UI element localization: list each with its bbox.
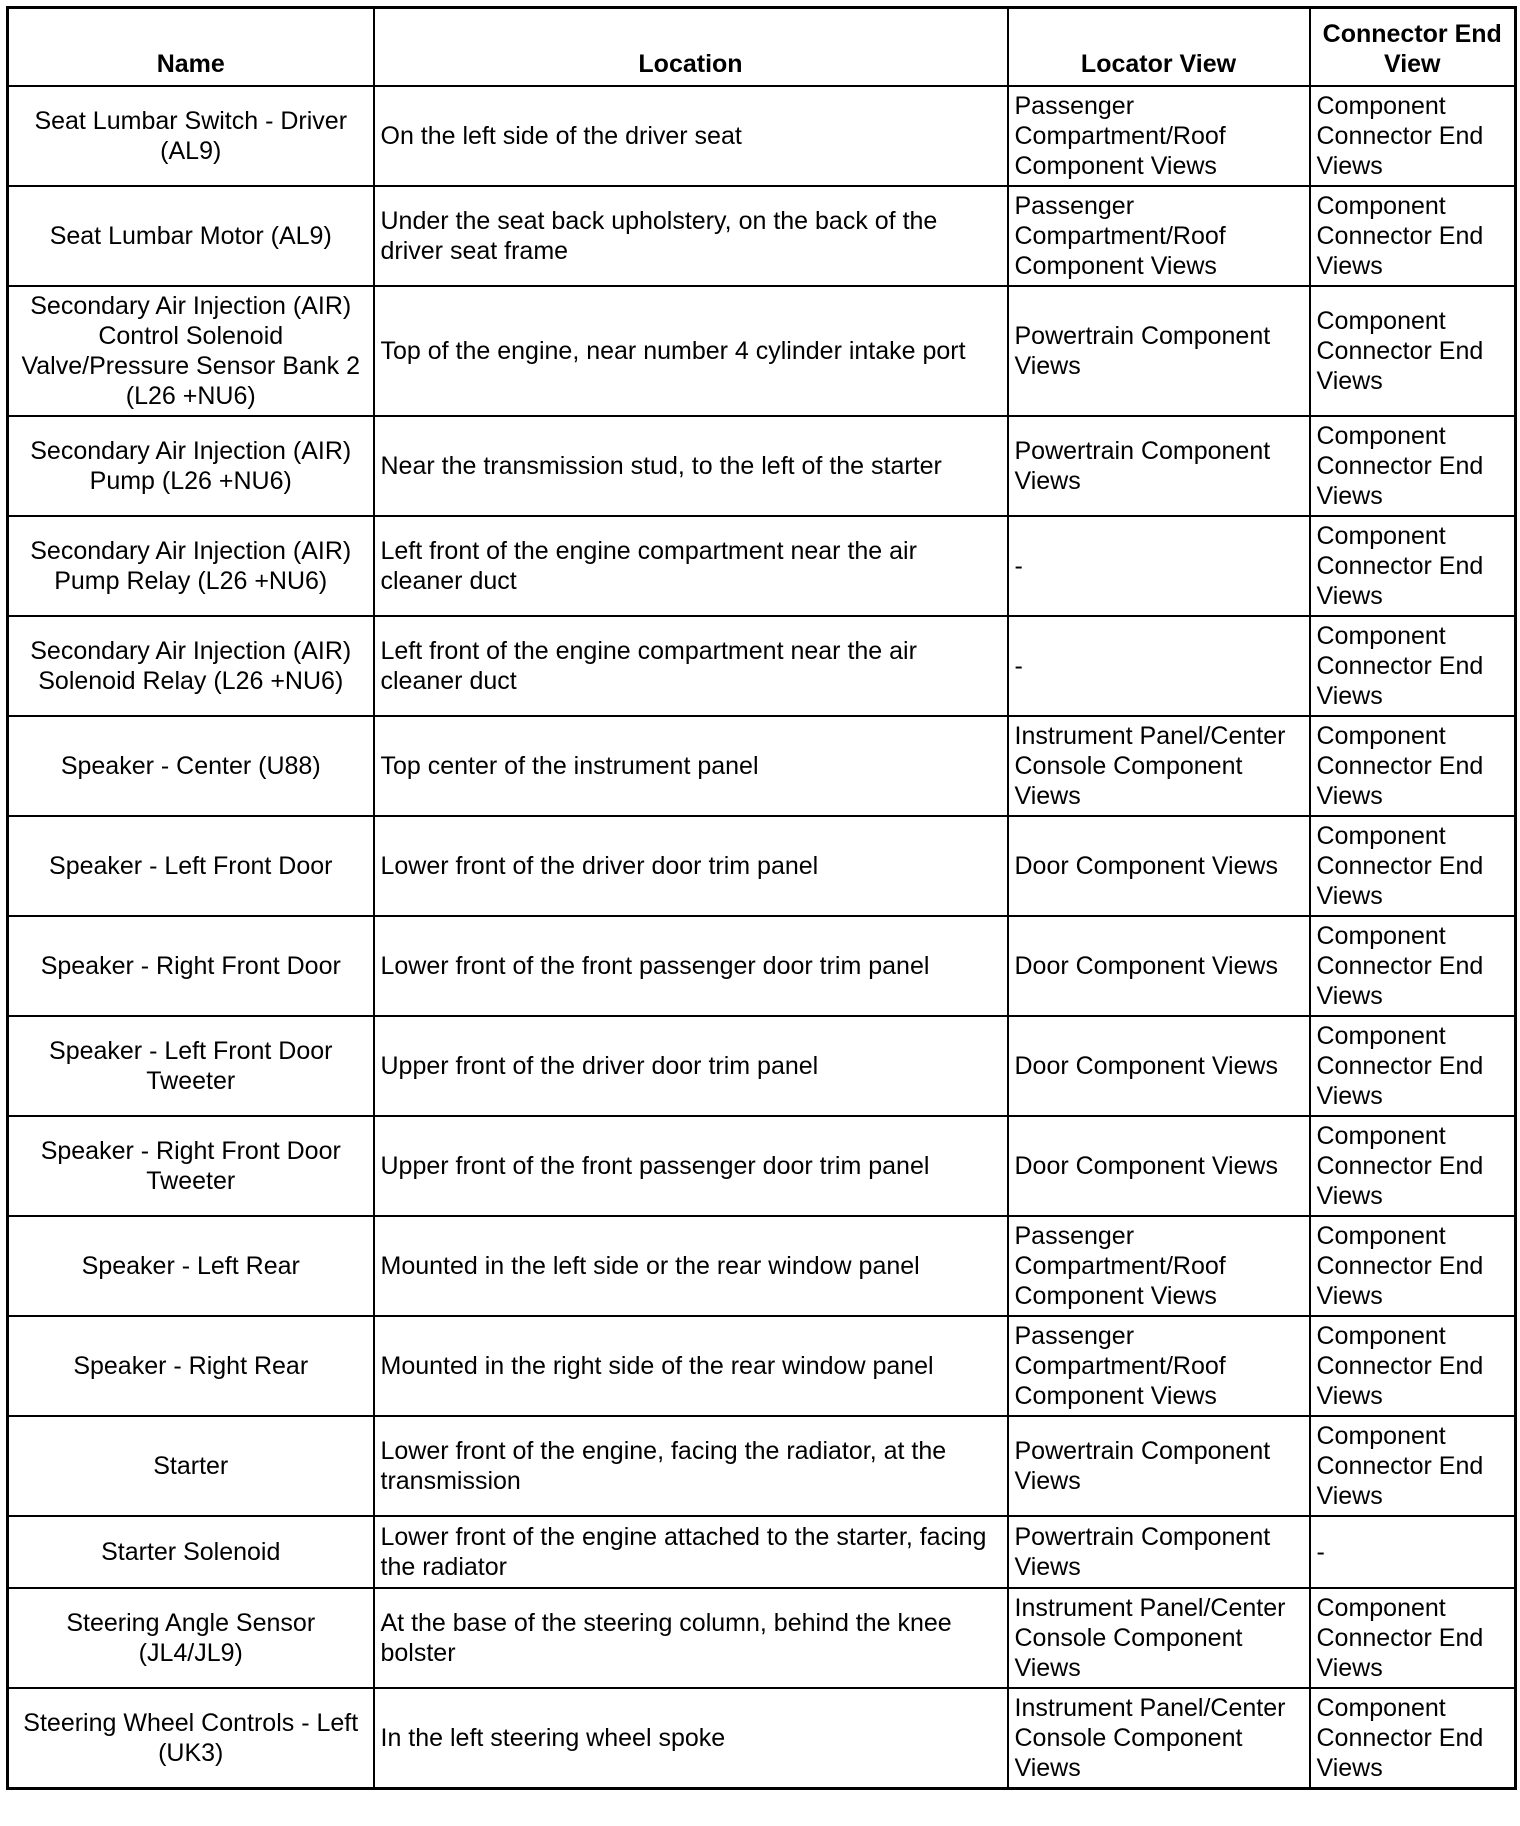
cell-location: Upper front of the front passenger door trim panel — [374, 1116, 1008, 1216]
cell-connector-end-view: Component Connector End Views — [1310, 916, 1516, 1016]
cell-locator-view: Door Component Views — [1008, 1116, 1310, 1216]
cell-name: Secondary Air Injection (AIR) Pump (L26 +NU6) — [8, 416, 374, 516]
table-row — [8, 1588, 1516, 1688]
cell-connector-end-view: Component Connector End Views — [1310, 1116, 1516, 1216]
cell-connector-end-view: Component Connector End Views — [1310, 1688, 1516, 1789]
table-row — [8, 286, 1516, 416]
cell-locator-view: Passenger Compartment/Roof Component Views — [1008, 1316, 1310, 1416]
table-row — [8, 816, 1516, 916]
table-row — [8, 1116, 1516, 1216]
table-row — [8, 86, 1516, 186]
cell-connector-end-view: Component Connector End Views — [1310, 286, 1516, 416]
table-header-row — [8, 8, 1516, 87]
cell-name: Steering Wheel Controls - Left (UK3) — [8, 1688, 374, 1789]
cell-locator-view: Instrument Panel/Center Console Component Views — [1008, 716, 1310, 816]
cell-name: Secondary Air Injection (AIR) Control Solenoid Valve/Pressure Sensor Bank 2 (L26 +NU6) — [8, 286, 374, 416]
cell-connector-end-view: Component Connector End Views — [1310, 1416, 1516, 1516]
cell-name: Secondary Air Injection (AIR) Pump Relay (L26 +NU6) — [8, 516, 374, 616]
cell-locator-view: Door Component Views — [1008, 916, 1310, 1016]
cell-locator-view: Passenger Compartment/Roof Component Views — [1008, 1216, 1310, 1316]
cell-location: Lower front of the driver door trim panel — [374, 816, 1008, 916]
cell-locator-view: Powertrain Component Views — [1008, 416, 1310, 516]
cell-location: In the left steering wheel spoke — [374, 1688, 1008, 1789]
header-locator-view: Locator View — [1008, 8, 1310, 87]
cell-locator-view: Passenger Compartment/Roof Component Views — [1008, 86, 1310, 186]
header-name: Name — [8, 8, 374, 87]
header-location: Location — [374, 8, 1008, 87]
cell-connector-end-view: Component Connector End Views — [1310, 716, 1516, 816]
cell-name: Secondary Air Injection (AIR) Solenoid Relay (L26 +NU6) — [8, 616, 374, 716]
cell-locator-view: Instrument Panel/Center Console Component Views — [1008, 1588, 1310, 1688]
component-locator-table — [6, 6, 1517, 1790]
cell-locator-view: Powertrain Component Views — [1008, 1416, 1310, 1516]
cell-connector-end-view: Component Connector End Views — [1310, 1016, 1516, 1116]
table-row — [8, 716, 1516, 816]
cell-connector-end-view: Component Connector End Views — [1310, 516, 1516, 616]
cell-connector-end-view: Component Connector End Views — [1310, 1316, 1516, 1416]
cell-name: Speaker - Right Rear — [8, 1316, 374, 1416]
table-row — [8, 1216, 1516, 1316]
cell-name: Speaker - Left Front Door — [8, 816, 374, 916]
cell-connector-end-view: Component Connector End Views — [1310, 816, 1516, 916]
cell-name: Speaker - Center (U88) — [8, 716, 374, 816]
cell-location: Left front of the engine compartment near the air cleaner duct — [374, 616, 1008, 716]
cell-connector-end-view: Component Connector End Views — [1310, 416, 1516, 516]
table-row — [8, 416, 1516, 516]
cell-locator-view: - — [1008, 616, 1310, 716]
cell-locator-view: - — [1008, 516, 1310, 616]
table-row — [8, 516, 1516, 616]
table-row — [8, 1316, 1516, 1416]
cell-connector-end-view: Component Connector End Views — [1310, 86, 1516, 186]
table-row — [8, 1416, 1516, 1516]
table-row — [8, 186, 1516, 286]
cell-location: Upper front of the driver door trim panel — [374, 1016, 1008, 1116]
cell-connector-end-view: Component Connector End Views — [1310, 186, 1516, 286]
cell-locator-view: Passenger Compartment/Roof Component Views — [1008, 186, 1310, 286]
cell-location: Lower front of the engine attached to the starter, facing the radiator — [374, 1516, 1008, 1588]
cell-location: Lower front of the engine, facing the radiator, at the transmission — [374, 1416, 1008, 1516]
cell-name: Speaker - Right Front Door — [8, 916, 374, 1016]
cell-connector-end-view: - — [1310, 1516, 1516, 1588]
cell-location: Top of the engine, near number 4 cylinder intake port — [374, 286, 1008, 416]
header-connector-end-view: Connector End View — [1310, 8, 1516, 87]
cell-location: Under the seat back upholstery, on the back of the driver seat frame — [374, 186, 1008, 286]
cell-connector-end-view: Component Connector End Views — [1310, 616, 1516, 716]
cell-locator-view: Powertrain Component Views — [1008, 286, 1310, 416]
cell-connector-end-view: Component Connector End Views — [1310, 1588, 1516, 1688]
cell-locator-view: Powertrain Component Views — [1008, 1516, 1310, 1588]
cell-name: Steering Angle Sensor (JL4/JL9) — [8, 1588, 374, 1688]
cell-name: Starter — [8, 1416, 374, 1516]
cell-location: Mounted in the left side or the rear window panel — [374, 1216, 1008, 1316]
cell-locator-view: Door Component Views — [1008, 1016, 1310, 1116]
table-row — [8, 1516, 1516, 1588]
cell-name: Starter Solenoid — [8, 1516, 374, 1588]
cell-location: Top center of the instrument panel — [374, 716, 1008, 816]
cell-locator-view: Instrument Panel/Center Console Component Views — [1008, 1688, 1310, 1789]
table-row — [8, 916, 1516, 1016]
cell-name: Speaker - Left Front Door Tweeter — [8, 1016, 374, 1116]
cell-location: Mounted in the right side of the rear window panel — [374, 1316, 1008, 1416]
cell-location: At the base of the steering column, behind the knee bolster — [374, 1588, 1008, 1688]
cell-name: Speaker - Right Front Door Tweeter — [8, 1116, 374, 1216]
table-row — [8, 1016, 1516, 1116]
cell-connector-end-view: Component Connector End Views — [1310, 1216, 1516, 1316]
cell-location: Lower front of the front passenger door trim panel — [374, 916, 1008, 1016]
cell-locator-view: Door Component Views — [1008, 816, 1310, 916]
cell-location: Left front of the engine compartment near the air cleaner duct — [374, 516, 1008, 616]
cell-name: Speaker - Left Rear — [8, 1216, 374, 1316]
table-row — [8, 1688, 1516, 1789]
cell-name: Seat Lumbar Motor (AL9) — [8, 186, 374, 286]
cell-name: Seat Lumbar Switch - Driver (AL9) — [8, 86, 374, 186]
cell-location: Near the transmission stud, to the left of the starter — [374, 416, 1008, 516]
cell-location: On the left side of the driver seat — [374, 86, 1008, 186]
table-row — [8, 616, 1516, 716]
